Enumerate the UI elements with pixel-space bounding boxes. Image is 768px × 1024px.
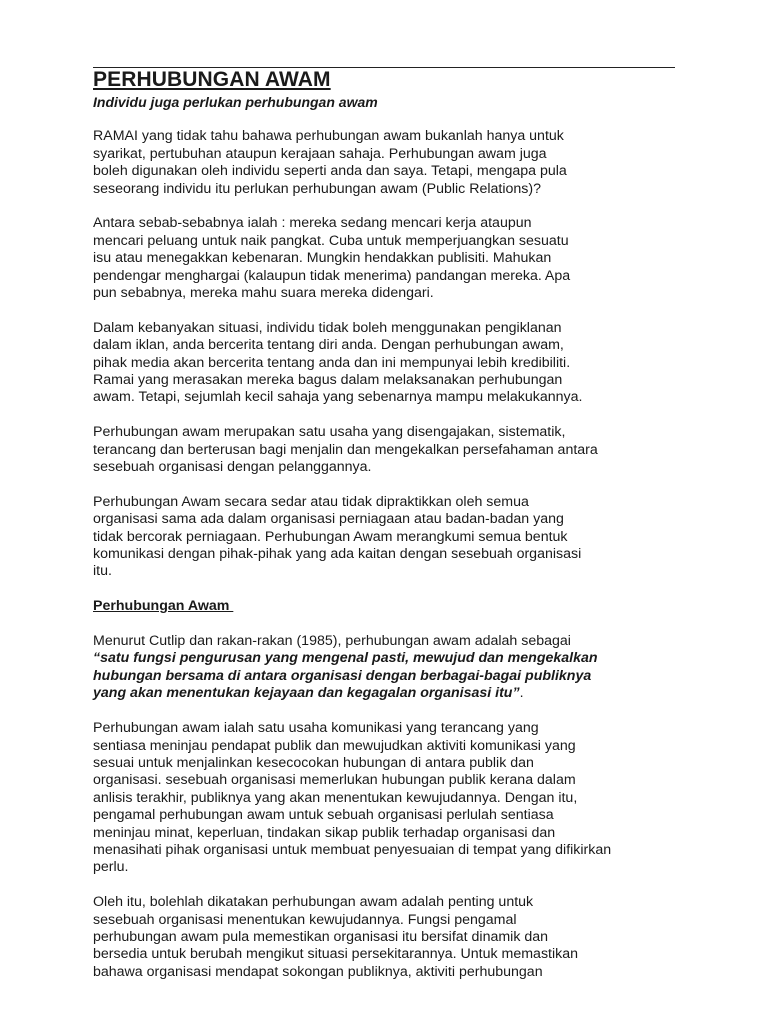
paragraph-line: komunikasi dengan pihak-pihak yang ada kaitan dengan sesebuah organisasi xyxy=(93,546,582,563)
paragraph xyxy=(93,424,675,476)
paragraph-line: tidak bercorak perniagaan. Perhubungan Awam merangkumi semua bentuk xyxy=(93,528,568,545)
paragraph-line: RAMAI yang tidak tahu bahawa perhubungan awam bukanlah hanya untuk xyxy=(93,128,564,145)
definition-quote-line: hubungan bersama di antara organisasi dengan berbagai-bagai publiknya xyxy=(93,667,592,684)
paragraph-line: sesebuah organisasi menentukan kewujudannya. Fungsi pengamal xyxy=(93,911,517,928)
paragraph xyxy=(93,720,675,877)
definition-end-punct: . xyxy=(519,685,524,702)
paragraph-line: pun sebabnya, mereka mahu suara mereka didengari. xyxy=(93,285,434,302)
paragraph-line: Ramai yang merasakan mereka bagus dalam melaksanakan perhubungan xyxy=(93,372,563,389)
definition-intro: Menurut Cutlip dan rakan-rakan (1985), perhubungan awam adalah sebagai xyxy=(93,633,571,650)
paragraph-line: itu. xyxy=(93,563,112,580)
paragraph-line: dalam iklan, anda bercerita tentang diri anda. Dengan perhubungan awam, xyxy=(93,337,564,354)
paragraph-line: bahawa organisasi mendapat sokongan publiknya, aktiviti perhubungan xyxy=(93,963,543,980)
paragraph-line: pendengar menghargai (kalaupun tidak menerima) pandangan mereka. Apa xyxy=(93,267,571,284)
paragraph-line: Antara sebab-sebabnya ialah : mereka sedang mencari kerja ataupun xyxy=(93,215,532,232)
paragraph xyxy=(93,215,675,302)
paragraph-line: bersedia untuk berubah mengikut situasi persekitarannya. Untuk memastikan xyxy=(93,946,579,963)
paragraph-line: menasihati pihak organisasi untuk membuat penyesuaian di tempat yang difikirkan xyxy=(93,841,612,858)
document-body xyxy=(93,68,675,981)
paragraph-line: pengamal perhubungan awam untuk sebuah organisasi perlulah sentiasa xyxy=(93,807,554,824)
paragraph-line: mencari peluang untuk naik pangkat. Cuba untuk memperjuangkan sesuatu xyxy=(93,232,569,249)
paragraph-line: perhubungan awam pula memestikan organisasi itu bersifat dinamik dan xyxy=(93,928,549,945)
paragraph-line: Perhubungan awam merupakan satu usaha yang disengajakan, sistematik, xyxy=(93,424,566,441)
paragraph-line: sesuai untuk menjalinkan kesecocokan hubungan di antara publik dan xyxy=(93,754,534,771)
paragraph-line: Perhubungan awam ialah satu usaha komunikasi yang terancang yang xyxy=(93,720,539,737)
paragraph-line: organisasi sama ada dalam organisasi perniagaan atau badan-badan yang xyxy=(93,511,564,528)
paragraph-line: Dalam kebanyakan situasi, individu tidak boleh menggunakan pengiklanan xyxy=(93,319,562,336)
paragraph-line: Oleh itu, bolehlah dikatakan perhubungan awam adalah penting untuk xyxy=(93,894,534,911)
paragraph-line: isu atau menegakkan kebenaran. Mungkin hendakkan publisiti. Mahukan xyxy=(93,250,552,267)
paragraph-line: sentiasa meninjau pendapat publik dan mewujudkan aktiviti komunikasi yang xyxy=(93,737,576,754)
definition-quote-line: yang akan menentukan kejayaan dan kegagalan organisasi itu” xyxy=(93,685,520,702)
paragraph-line: syarikat, pertubuhan ataupun kerajaan sahaja. Perhubungan awam juga xyxy=(93,145,547,162)
paragraph xyxy=(93,494,675,581)
definition-quote-line: “satu fungsi pengurusan yang mengenal pasti, mewujud dan mengekalkan xyxy=(93,650,598,667)
paragraph-line: seseorang individu itu perlukan perhubungan awam (Public Relations)? xyxy=(93,180,541,197)
paragraph-line: terancang dan berterusan bagi menjalin dan mengekalkan persefahaman antara xyxy=(93,441,598,458)
body-paragraphs xyxy=(93,720,675,981)
section-heading: Perhubungan Awam xyxy=(93,598,234,615)
paragraph-line: organisasi. sesebuah organisasi memerlukan hubungan publik kerana dalam xyxy=(93,772,576,789)
paragraph-line: boleh digunakan oleh individu seperti anda dan saya. Tetapi, mengapa pula xyxy=(93,163,567,180)
paragraph-line: anlisis terakhir, publiknya yang akan menentukan kewujudannya. Dengan itu, xyxy=(93,789,578,806)
definition-paragraph xyxy=(93,633,675,703)
paragraph xyxy=(93,894,675,981)
paragraph-line: perlu. xyxy=(93,859,129,876)
intro-paragraphs xyxy=(93,128,675,581)
paragraph-line: sesebuah organisasi dengan pelanggannya. xyxy=(93,459,372,476)
paragraph xyxy=(93,128,675,198)
paragraph-line: pihak media akan bercerita tentang anda dan ini mempunyai lebih kredibiliti. xyxy=(93,354,571,371)
paragraph-line: Perhubungan Awam secara sedar atau tidak dipraktikkan oleh semua xyxy=(93,493,529,510)
paragraph-line: awam. Tetapi, sejumlah kecil sahaja yang sebenarnya mampu melakukannya. xyxy=(93,389,583,406)
definition-quote-last xyxy=(93,685,675,702)
paragraph-line: meninjau minat, keperluan, tindakan sikap publik terhadap organisasi dan xyxy=(93,824,556,841)
document-subtitle: Individu juga perlukan perhubungan awam xyxy=(93,94,378,110)
paragraph xyxy=(93,320,675,407)
document-title: PERHUBUNGAN AWAM xyxy=(93,68,331,91)
